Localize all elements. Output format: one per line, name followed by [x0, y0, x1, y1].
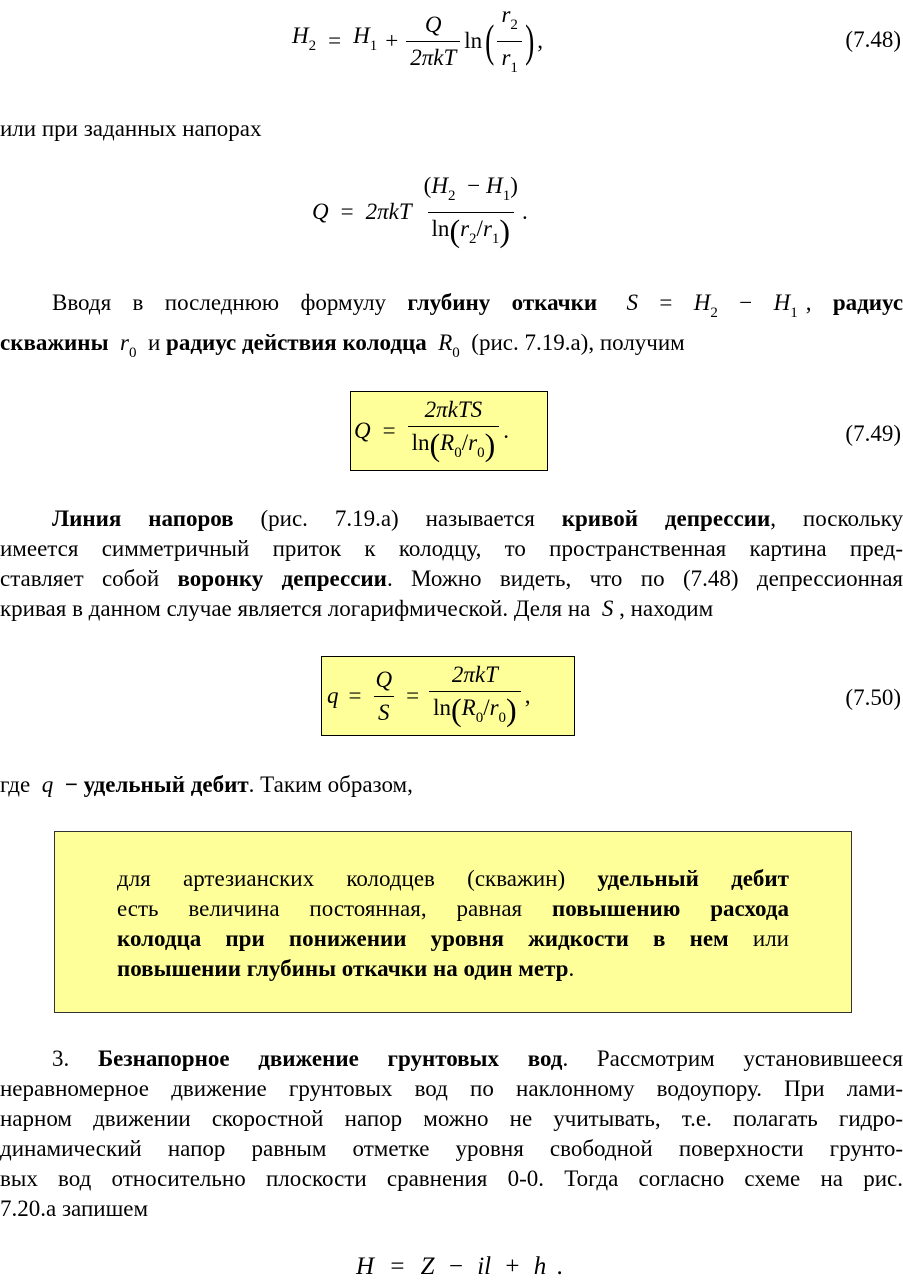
eq-equals: =: [340, 199, 354, 224]
eq-h2: $H_2$: [292, 23, 317, 54]
paragraph-depth: [0, 288, 903, 361]
paragraph-unconfined-flow: [0, 1044, 903, 1224]
eq-ratio: [497, 0, 521, 84]
text-line: нарном движении скоростной напор можно не учитывать, т.е. полагать гидро-: [0, 1106, 903, 1131]
eq-period: .: [521, 199, 528, 224]
text-line: кривая в данном случае является логарифмической. Деля на S , находим: [0, 596, 714, 621]
equation-7-49: Q = $\frac{\text{2πkTS}}{\ln(R_0/r_0)}$ .: [354, 393, 509, 469]
paragraph-depression: [0, 504, 903, 624]
text-line: динамический напор равным отметке уровня свободной поверхности грунто-: [0, 1136, 903, 1161]
left-paren: (: [485, 15, 495, 66]
equation-q-heads: [312, 172, 528, 249]
fraction-numerator: Q: [424, 11, 442, 37]
text-line: вых вод относительно плоскости сравнения 0-0. Тогда согласно схеме на рис.: [0, 1166, 903, 1191]
eq-h1: $H_1$: [353, 23, 378, 54]
eq-coef: 2πkT: [365, 199, 412, 224]
fraction-numerator: $(H_2 - H_1)$: [423, 172, 518, 204]
text-line: 3. Безнапорное движение грунтовых вод. Рассмотрим установившееся: [52, 1046, 903, 1071]
text-line: или при заданных напорах: [0, 116, 262, 141]
equation-number-7-49: (7.49): [845, 421, 901, 446]
ratio-denominator: $r_1$: [497, 41, 521, 84]
text-line: Линия напоров (рис. 7.19.а) называется кривой депрессии, поскольку: [52, 506, 903, 531]
equation-h: H = Z − il + h .: [356, 1253, 563, 1280]
text-line: повышении глубины откачки на один метр.: [117, 956, 575, 981]
eq-ln: ln: [464, 28, 483, 53]
fraction-denominator: $\ln(R_0/r_0)$: [408, 426, 500, 469]
eq-fraction: $\frac{\text{2πkT}}{\ln(R_0/r_0)}$: [429, 659, 521, 734]
text-line: ставляет собой воронку депрессии. Можно видеть, что по (7.48) депрессионная: [0, 566, 903, 591]
text-line: есть величина постоянная, равная повышению расхода: [117, 896, 789, 921]
text-line: скважины $r_0$ и радиус действия колодца $R_0$ (рис. 7.19.а), получим: [0, 330, 685, 361]
text-line: 7.20.а запишем: [0, 1196, 149, 1221]
text-line: где q − удельный дебит. Таким образом,: [0, 772, 413, 797]
eq-equals: =: [328, 28, 342, 53]
text-line: колодца при понижении уровня жидкости в нем или: [117, 926, 789, 951]
text-line: неравномерное движение грунтовых вод по наклонному водоупору. При лами-: [0, 1076, 903, 1101]
equation-number-7-50: (7.50): [845, 685, 901, 710]
text-line: Вводя в последнюю формулу глубину откачки $S = H_2 - H_1$ , радиус: [52, 290, 903, 321]
eq-plus: +: [385, 28, 399, 53]
equation-7-50: q = $\frac{Q}{S}$ = $\frac{\text{2πkT}}{\ln(R_0/r_0)}$ ,: [327, 658, 530, 734]
eq-fraction: [408, 394, 500, 469]
eq-fraction: [406, 9, 460, 74]
fraction-denominator: $\ln(r_2/r_1)$: [428, 212, 515, 255]
fraction-numerator: 2πkTS: [424, 396, 483, 422]
eq-comma: ,: [537, 28, 543, 53]
definition-box: [54, 831, 852, 1013]
equation-number-7-48: (7.48): [845, 27, 901, 52]
text-line: имеется симметричный приток к колодцу, то пространственная картина пред-: [0, 536, 903, 561]
ratio-numerator: $r_2$: [501, 1, 518, 33]
eq-fraction-q-s: $\frac{Q}{S}$: [371, 664, 396, 729]
equation-7-48: [292, 2, 543, 80]
right-paren: ): [524, 15, 535, 66]
fraction-denominator: 2πkT: [406, 41, 460, 74]
eq-q: Q: [312, 199, 329, 224]
eq-fraction: [420, 170, 522, 255]
text-line: для артезианских колодцев (скважин) удельный дебит: [117, 866, 789, 891]
